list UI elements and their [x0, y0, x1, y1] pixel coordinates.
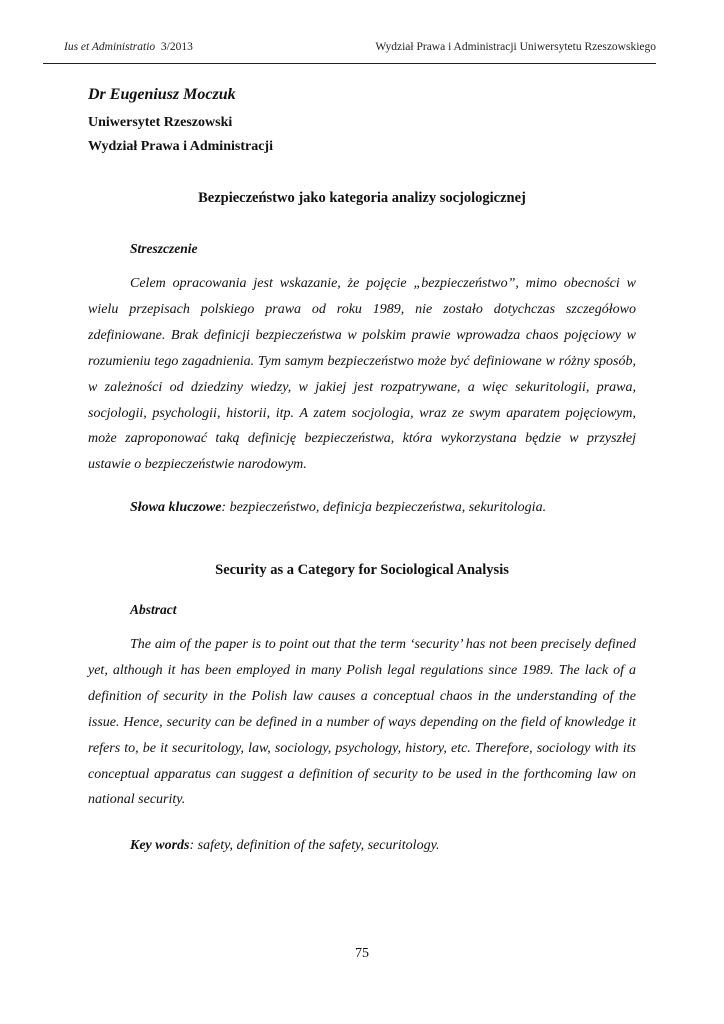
- journal-reference: [64, 41, 193, 53]
- keywords-polish: [130, 500, 546, 516]
- header-divider: [43, 63, 656, 64]
- abstract-english: The aim of the paper is to point out that the term ‘security’ has not been precisely defined yet, although it has been employed in many Polish legal regulations since 1989. The lack of a definition of security in the Polish law causes a conceptual chaos in the understanding of the issue. Hence, security can be defined in a number of ways depending on the field of knowledge it refers to, be it securitology, law, sociology, psychology, history, etc. Therefore, sociology with its conceptual apparatus can suggest a definition of security to be used in the forthcoming law on national security.: [88, 637, 636, 808]
- author-university: Uniwersytet Rzeszowski: [88, 115, 233, 130]
- journal-issue: 3/2013: [160, 41, 193, 53]
- journal-name: Ius et Administratio: [64, 41, 156, 53]
- abstract-label-english: Abstract: [130, 602, 177, 617]
- title-polish: Bezpieczeństwo jako kategoria analizy socjologicznej: [198, 190, 526, 206]
- author-name: Dr Eugeniusz Moczuk: [88, 86, 236, 103]
- author-faculty: Wydział Prawa i Administracji: [88, 139, 273, 154]
- keywords-list-english: : safety, definition of the safety, securitology.: [189, 838, 440, 853]
- abstract-label-polish: Streszczenie: [130, 241, 198, 256]
- keywords-label-polish: Słowa kluczowe: [130, 500, 222, 515]
- title-english: Security as a Category for Sociological Analysis: [215, 562, 509, 578]
- keywords-list-polish: : bezpieczeństwo, definicja bezpieczeństwa, sekuritologia.: [221, 500, 547, 515]
- keywords-english: [130, 838, 440, 854]
- publisher-name: Wydział Prawa i Administracji Uniwersytetu Rzeszowskiego: [375, 41, 656, 53]
- abstract-polish: Celem opracowania jest wskazanie, że pojęcie „bezpieczeństwo”, mimo obecności w wielu przepisach polskiego prawa od roku 1989, nie zostało dotychczas szczegółowo zdefiniowane. Brak definicji bezpieczeństwa w polskim prawie wprowadza chaos pojęciowy w rozumieniu tego zagadnienia. Tym samym bezpieczeństwo może być definiowane w różny sposób, w zależności od dziedziny wiedzy, w jakiej jest rozpatrywane, a więc sekuritologii, prawa, socjologii, psychologii, historii, itp. A zatem socjologia, wraz ze swym aparatem pojęciowym, może zaproponować taką definicję bezpieczeństwa, która wykorzystana będzie w przyszłej ustawie o bezpieczeństwie narodowym.: [88, 276, 636, 473]
- keywords-label-english: Key words: [130, 838, 190, 853]
- page-number: 75: [355, 946, 369, 961]
